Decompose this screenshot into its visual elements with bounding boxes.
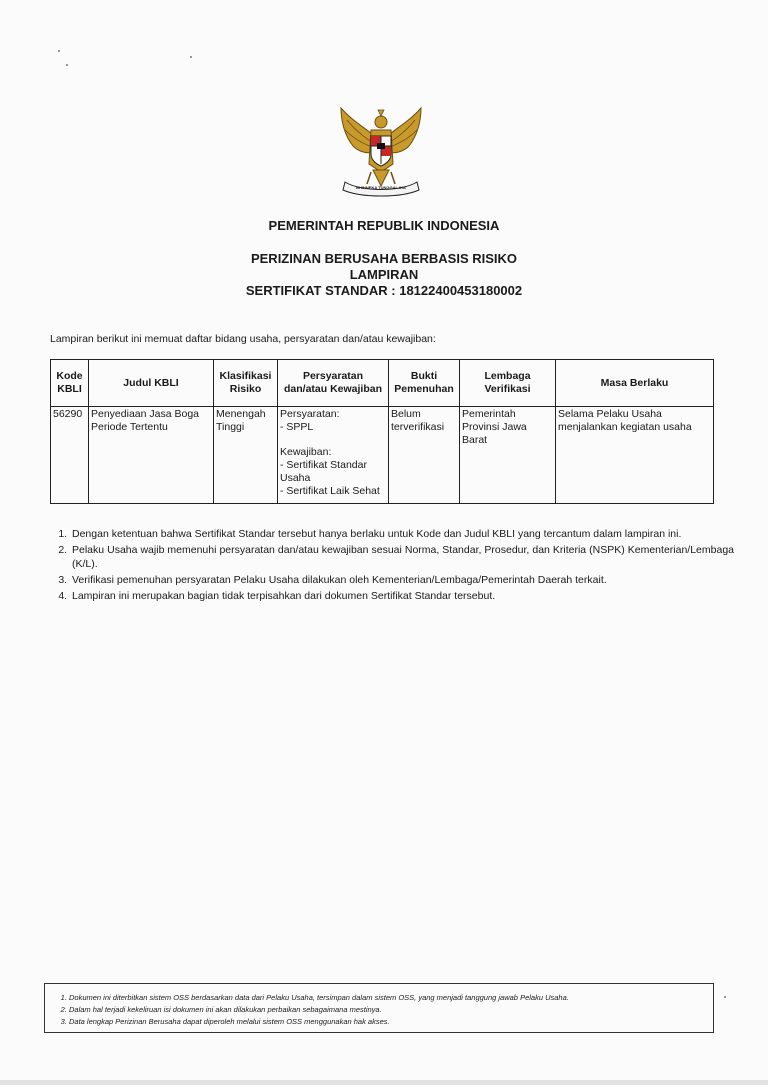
cell-bukti: Belum terverifikasi [389,407,460,504]
scan-speck [66,64,68,66]
cell-lembaga: Pemerintah Provinsi Jawa Barat [460,407,556,504]
col-header-bukti: Bukti Pemenuhan [389,360,460,407]
cell-persyaratan [278,407,389,504]
kbli-table [50,359,714,504]
footer-item: 2. Dalam hal terjadi kekeliruan isi dokumen ini akan dilakukan perbaikan sebagaimana mestinya. [69,1004,703,1016]
cell-kode: 56290 [51,407,89,504]
kewajiban-item: - Sertifikat Laik Sehat [280,485,380,497]
col-header-lembaga: Lembaga Verifikasi [460,360,556,407]
col-header-kode: Kode KBLI [51,360,89,407]
footer-item: 1. Dokumen ini diterbitkan sistem OSS berdasarkan data dari Pelaku Usaha, tersimpan dalam sistem OSS, yang menjadi tanggung jawab Pelaku Usaha. [69,992,703,1004]
kewajiban-label: Kewajiban: [280,446,332,458]
col-header-judul: Judul KBLI [89,360,214,407]
cell-masa: Selama Pelaku Usaha menjalankan kegiatan usaha [556,407,714,504]
notes-list [50,527,734,605]
note-item: 4. Lampiran ini merupakan bagian tidak terpisahkan dari dokumen Sertifikat Standar tersebut. [70,589,734,603]
cell-klasifikasi: Menengah Tinggi [214,407,278,504]
persyaratan-label: Persyaratan: [280,408,340,420]
persyaratan-item: - SPPL [280,421,314,433]
footer-item: 3. Data lengkap Perizinan Berusaha dapat diperoleh melalui sistem OSS menggunakan hak akses. [69,1016,703,1028]
note-item: 1. Dengan ketentuan bahwa Sertifikat Standar tersebut hanya berlaku untuk Kode dan Judul KBLI yang tercantum dalam lampiran ini. [70,527,734,541]
footer-disclaimer [44,983,714,1033]
document-title-line2: LAMPIRAN [349,267,419,282]
col-header-masa: Masa Berlaku [556,360,714,407]
intro-text: Lampiran berikut ini memuat daftar bidang usaha, persyaratan dan/atau kewajiban: [50,333,436,345]
scan-speck [190,56,192,58]
note-item: 2. Pelaku Usaha wajib memenuhi persyaratan dan/atau kewajiban sesuai Norma, Standar, Prosedur, dan Kriteria (NSPK) Kementerian/Lembaga (K/L). [70,543,734,571]
col-header-klasifikasi: Klasifikasi Risiko [214,360,278,407]
scan-speck [58,50,60,52]
certificate-number: SERTIFIKAT STANDAR : 18122400453180002 [245,283,523,298]
note-item: 3. Verifikasi pemenuhan persyaratan Pelaku Usaha dilakukan oleh Kementerian/Lembaga/Pemerintah Daerah terkait. [70,573,734,587]
scan-edge [0,1080,768,1085]
table-header-row [51,360,714,407]
table-row [51,407,714,504]
document-title-line1: PERIZINAN BERUSAHA BERBASIS RISIKO [250,251,518,266]
document-title [0,251,768,299]
scan-speck [724,996,726,998]
kewajiban-item: - Sertifikat Standar Usaha [280,459,367,484]
emblem-motto: BHINNEKA TUNGGAL IKA [356,185,406,190]
col-header-persyaratan: Persyaratan dan/atau Kewajiban [278,360,389,407]
government-title: PEMERINTAH REPUBLIK INDONESIA [268,218,500,233]
cell-judul: Penyediaan Jasa Boga Periode Tertentu [89,407,214,504]
